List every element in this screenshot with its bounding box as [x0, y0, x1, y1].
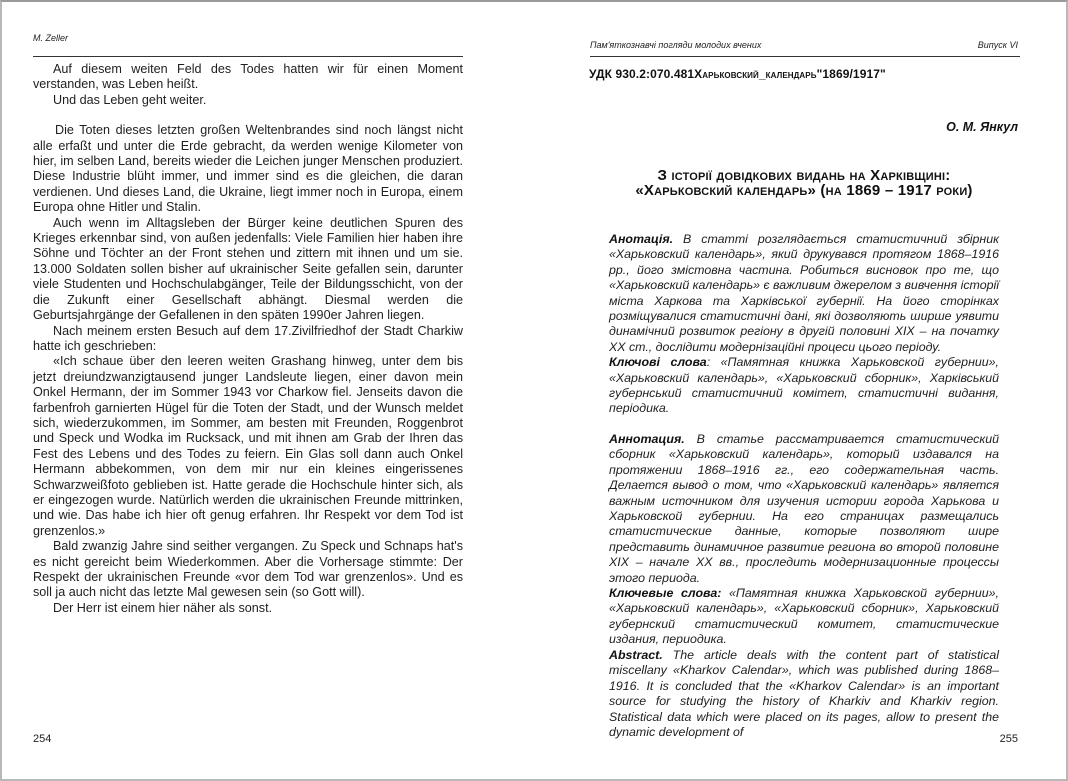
- header-rule: [33, 56, 463, 57]
- page-number-left: 254: [33, 733, 52, 745]
- running-head-author: M. Zeller: [33, 33, 69, 43]
- title-line-2: «Харьковский календарь» (на 1869 – 1917 роки): [635, 182, 973, 199]
- abstract-text: В статье рассматривается статистический сборник «Харьковский календарь», который издавался на протяжении 1868–1916 гг., его содержательная часть. Делается вывод о том, что «Харьковский календарь» является важным источником для изучения истории города Харькова и Харьковской губернии. На его страницах размещались статистические данные, которые позволяют шире представить динамичное развитие региона во второй половине XIX – начале XX вв., проследить модернизационные процессы этого периода.: [609, 432, 999, 585]
- paragraph: Nach meinem ersten Besuch auf dem 17.Zivilfriedhof der Stadt Charkiw hatte ich geschrieben:: [33, 323, 463, 353]
- paragraph: Die Toten dieses letzten großen Weltenbrandes sind noch längst nicht alle erfaßt und unter die Erde gebracht, da werden wenige Kilometer von hier, im selben Land, bereits wieder die Leichen junger Menschen produziert. Diese Industrie blüht immer, und immer sind es die gleichen, die daran verdienen. Und dieses Land, die Ukraine, liegt immer noch in Europa, einem Europa ohne Hitler und Stalin.: [33, 123, 463, 215]
- page-number-right: 255: [999, 733, 1018, 745]
- abstract-label: Abstract.: [609, 648, 663, 662]
- udk-subject: Харьковский_календарь: [694, 67, 817, 81]
- paragraph: Der Herr ist einem hier näher als sonst.: [53, 600, 273, 615]
- article-title: [600, 168, 1008, 198]
- abstract-ukrainian: [609, 232, 999, 417]
- abstract-russian: [609, 432, 999, 648]
- title-line-1: З історії довідкових видань на Харківщині:: [657, 167, 951, 184]
- keywords-label: Ключові слова: [609, 355, 707, 370]
- running-head-issue: Випуск VI: [977, 40, 1018, 50]
- paragraph: Auf diesem weiten Feld des Todes hatten wir für einen Moment verstanden, was Leben heißt.: [33, 62, 463, 92]
- running-head-journal: Пам'яткознавчі погляди молодих вчених: [590, 40, 762, 50]
- paragraph: Auch wenn im Alltagsleben der Bürger keine deutlichen Spuren des Krieges erkennbar sind, von außen jedenfalls: Viele Familien hier haben ihre Söhne und Töchter an der Front stehen und zittern mit ihnen und um sie. 13.000 Soldaten sollen bisher auf ukrainischer Seite gefallen sein, darunter viele Studenten und Hochschulabgänger, Teile der Bildungsschicht, von der die Zukunft einer Gesellschaft abhängt. Diesmal werden die Geburtsjahrgänge der Gefallenen in den späten 1990er Jahren liegen.: [33, 215, 463, 323]
- abstract-text: The article deals with the content part of statistical miscellany «Kharkov Calendar», which was published during 1868–1916. It is concluded that the «Kharkov Calendar» is an important source for studying the history of Kharkiv and Kharkiv region. Statistical data which were placed on its pages, allow to present the dynamic development of: [609, 648, 999, 740]
- paragraph: Und das Leben geht weiter.: [53, 92, 207, 107]
- udk-suffix: "1869/1917": [816, 67, 886, 81]
- keywords-label: Ключевые слова:: [609, 586, 722, 601]
- left-page-body: [33, 62, 463, 616]
- abstract-text: В статті розглядається статистичний збірник «Харьковский календарь», який друкувався протягом 1868–1916 рр., його змістовна частина. Робиться висновок про те, що «Харьковский календарь» є важливим джерелом з вивчення історії міста Харкова та Харківської губернії. На його сторінках розміщувалися статистичні дані, які дозволяють ширше уявити динамічний розвиток регіону в другій половині XIX – на початку XX ст., дослідити модернізаційні процеси цього періоду.: [609, 232, 1000, 354]
- udk-code: [589, 67, 886, 81]
- abstract-label: Анотація.: [609, 232, 674, 246]
- header-rule: [590, 56, 1020, 57]
- paragraph: Bald zwanzig Jahre sind seither vergangen. Zu Speck und Schnaps hat's es nicht gereicht beim Wiederkommen. Aber die Vorhersage stimmte: Der Respekt der ukrainischen Freunde «vor dem Tod war grenzenlos». Und es soll ja auch nicht das letzte Mal gewesen sein (so Gott will).: [33, 539, 463, 600]
- keywords-text: : «Памятная книжка Харьковской губернии», «Харьковский календарь», «Харьковский сборник», Харківський губернський статистичний комітет, статистичні видання, періодика.: [609, 355, 1000, 416]
- article-author: О. М. Янкул: [946, 120, 1018, 134]
- keywords-text: «Памятная книжка Харьковской губернии», «Харьковский календарь», «Харьковский сборник», Харьковский губернский статистический комитет, статистические издания, периодика.: [609, 586, 999, 647]
- udk-prefix: УДК 930.2:070.481: [589, 67, 695, 81]
- abstract-label: Аннотация.: [609, 432, 685, 446]
- abstract-english: [609, 648, 999, 740]
- quote-paragraph: «Ich schaue über den leeren weiten Grashang hinweg, unter dem bis jetzt dreiundzwanzigtausend junger Landsleute liegen, einer davon mein Onkel Hermann, der im Sommer 1943 vor Charkow fiel. Jenseits davon die farbenfroh garnierten Hügel für die Toten der Stadt, und der Wunsch meldet sich, wiederzukommen, im Sommer, am besten mit Freunden, Roggenbrot und Speck und Wodka im Rucksack, und mit ihnen am Grab der Ihren das Fest des Lebens und des Todes zu feiern. Ein Glas soll dann auch Onkel Hermann abbekommen, von dem mir nur ein kleines eingerissenes Schwarzweißfoto geblieben ist. Hatte gerade die Hochschule hinter sich, als er eingezogen wurde. Natürlich werden die ukrainischen Freunde mittrinken, und wie. Das habe ich hier oft genug erfahren. Ihr Respekt vor dem Tod ist grenzenlos.»: [33, 354, 463, 538]
